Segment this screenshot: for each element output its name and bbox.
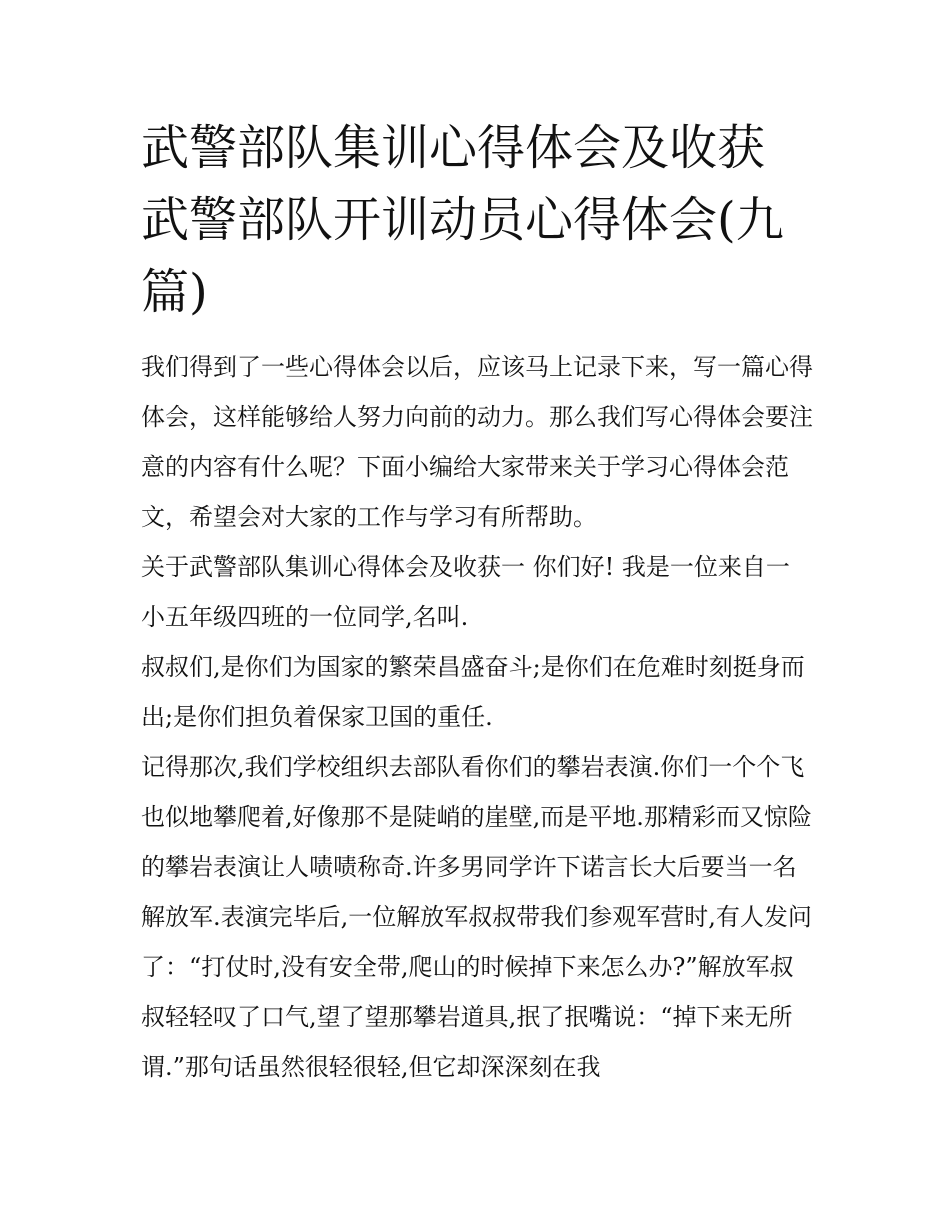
- document-page: [141, 112, 813, 1092]
- paragraph-intro: 我们得到了一些心得体会以后，应该马上记录下来，写一篇心得体会，这样能够给人努力向前的动力。那么我们写心得体会要注意的内容有什么呢？下面小编给大家带来关于学习心得体会范文，希望会对大家的工作与学习有所帮助。: [141, 353, 813, 531]
- paragraph-story: 记得那次,我们学校组织去部队看你们的攀岩表演.你们一个个飞也似地攀爬着,好像那不是陡峭的崖壁,而是平地.那精彩而又惊险的攀岩表演让人啧啧称奇.许多男同学许下诺言长大后要当一名解放军.表演完毕后,一位解放军叔叔带我们参观军营时,有人发问了：“打仗时,没有安全带,爬山的时候掉下来怎么办?”解放军叔叔轻轻叹了口气,望了望那攀岩道具,抿了抿嘴说：“掉下来无所谓.”那句话虽然很轻很轻,但它却深深刻在我: [141, 753, 812, 1081]
- paragraph-greeting: 关于武警部队集训心得体会及收获一 你们好! 我是一位来自一小五年级四班的一位同学,名叫.: [141, 553, 790, 631]
- paragraph-tribute: 叔叔们,是你们为国家的繁荣昌盛奋斗;是你们在危难时刻挺身而出;是你们担负着保家卫国的重任.: [141, 653, 805, 731]
- document-title: 武警部队集训心得体会及收获 武警部队开训动员心得体会(九篇): [141, 120, 784, 320]
- document-body: [141, 342, 813, 1092]
